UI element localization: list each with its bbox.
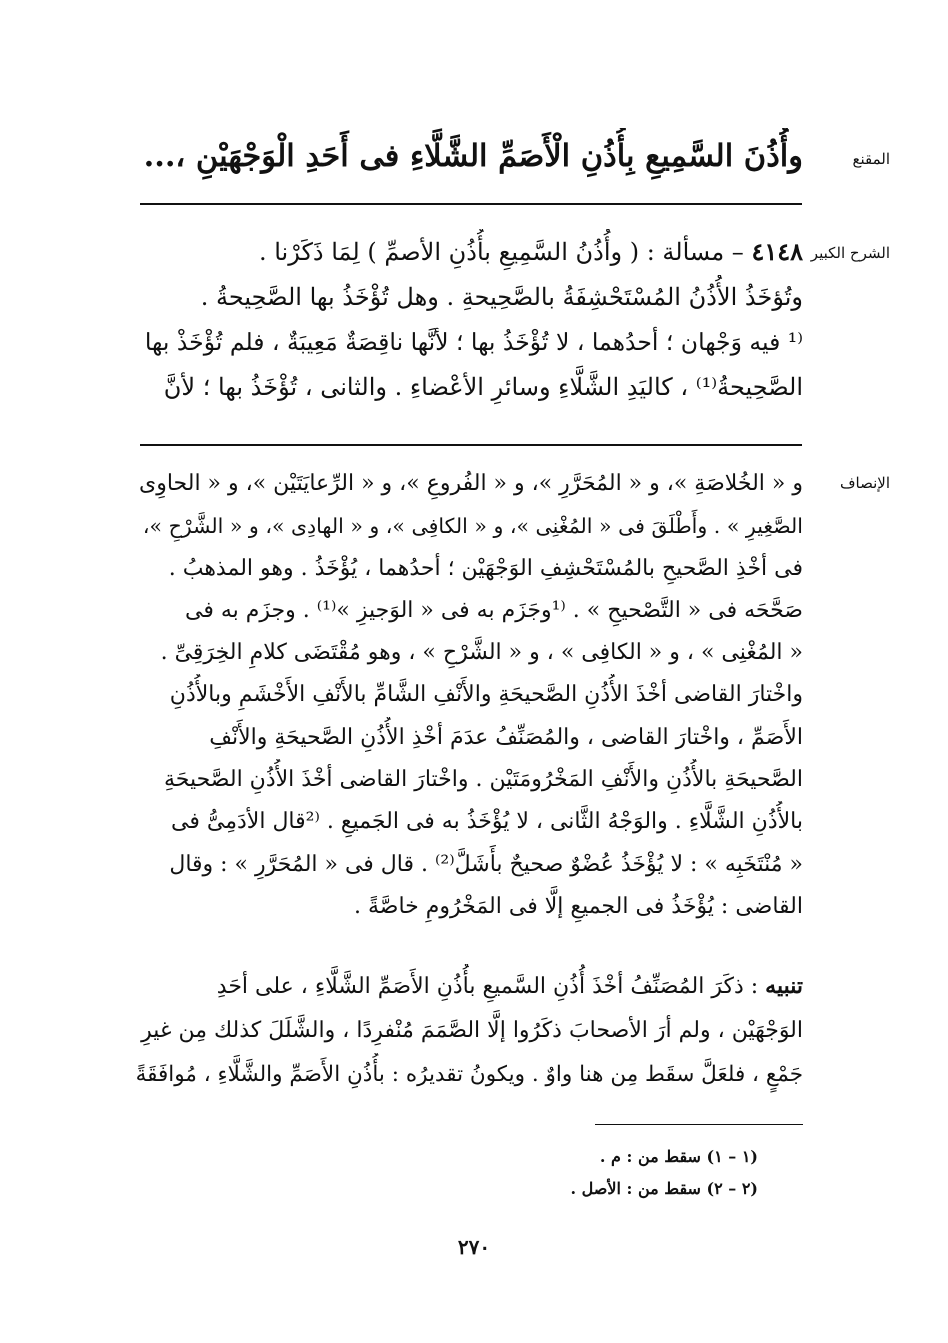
insaf-line: الأَصَمِّ ، واخْتارَ القاضى ، والمُصَنِّفُ عدَمَ أخْذِ الأُذُنِ الصَّحيحَةِ والأَنْفِ <box>209 724 803 750</box>
page-number: ٢٧٠ <box>457 1235 491 1259</box>
insaf-line: « مُنْتَخَبِه » : لا يُؤْخَذُ عُضْوٌ صحيحٌ بأَشَلَّ⁽²⁾ . قال فى « المُحَرَّرِ » : وقال <box>169 851 803 877</box>
muqni-line: وأُذُنَ السَّمِيعِ بِأُذُنِ الْأَصَمِّ الشَّلَّاءِ فى أَحَدِ الْوَجْهَيْنِ ،... <box>143 138 803 174</box>
sharh-line-1 <box>135 229 803 275</box>
sharh-line-1-text: – مسألة : ( وأُذُنُ السَّمِيعِ بأُذُنِ الأصمِّ ) لِمَا ذَكَرْنا . <box>258 238 744 266</box>
issue-number: ٤١٤٨ <box>751 237 803 266</box>
muqni-divider <box>140 203 802 205</box>
muqni-text <box>135 128 803 184</box>
insaf-line: « المُغْنِى » ، و « الكافِى » ، و « الشَّرْحِ » ، وهو مُقْتَضَى كلامِ الخِرَقِىِّ . <box>160 640 803 666</box>
insaf-line: الصَّغِيرِ » . وأَطْلَقَ فى « المُغْنِى »، و « الكافِى »، و « الهادِى »، و « الشَّرْحِ »، <box>142 514 803 539</box>
insaf-line: القاضى : يُؤْخَذُ فى الجميعِ إلَّا فى المَخْرُومِ خاصَّةً . <box>354 893 803 919</box>
sharh-line-2: وتُؤخَذُ الأُذُنُ المُسْتَحْشِفَةُ بالصَّحِيحةِ . وهل تُؤْخَذُ بها الصَّحِيحةُ . <box>200 283 803 311</box>
footnote-1: (١ – ١) سقط من : م . <box>599 1147 758 1166</box>
footnote-divider <box>595 1124 803 1125</box>
insaf-line: واخْتارَ القاضى أخْذَ الأُذُنِ الصَّحيحَةِ والأَنْفِ الشَّامِّ بالأَنْفِ الأَخْشَمِ وبالأُذُنِ <box>169 682 803 708</box>
footnote-2: (٢ – ٢) سقط من : الأصل . <box>570 1179 758 1198</box>
insaf-line: و « الخُلاصَةِ »، و « المُحَرَّرِ »، و « الفُروعِ »، و « الرِّعايَتَيْن »، و « الحاوِى <box>139 471 803 496</box>
sharh-text <box>135 229 803 410</box>
footnotes <box>358 1141 758 1205</box>
sharh-label: الشرح الكبير <box>810 244 890 262</box>
tanbih-line: الوَجْهَيْن ، ولم أرَ الأصحابَ ذكَرُوا إلَّا الصَّمَمَ مُنْفرِدًا ، والشَّلَلَ كذلك مِن غيرِ <box>141 1018 803 1043</box>
insaf-line: بالأُذُنِ الشَّلَّاءِ . والوَجْهُ الثَّانى ، لا يُؤْخَذُ به فى الجَميعِ . ⁽²قال الأدَمِىُّ فى <box>171 809 803 835</box>
sharh-line-4: الصَّحِيحةُ⁽¹⁾ ، كاليَدِ الشَّلَّاءِ وسائرِ الأعْضاءِ . والثانى ، تُؤْخَذُ بها ؛ لأنَّ <box>163 373 803 401</box>
insaf-line: الصَّحيحَةِ بالأُذُنِ والأَنْفِ المَخْرُومَتَيْن . واخْتارَ القاضى أخْذَ الأُذُنِ الصَّحيحَةِ <box>163 767 803 793</box>
tanbih-text <box>135 964 803 1097</box>
muqni-label: المقنع <box>852 150 890 168</box>
insaf-text <box>135 463 803 928</box>
sharh-divider <box>140 444 802 446</box>
tanbih-line: جَمْعٍ ، فلعَلَّ سقَط مِن هنا واوٌ . ويكونُ تقديرُه : بأُذُنِ الأَصَمِّ والشَّلَّاءِ ، مُوافَقَةً <box>135 1062 803 1087</box>
tanbih-line-1-text: : ذكَرَ المُصَنِّفُ أخْذَ أُذُنِ السَّميعِ بأُذُنِ الأَصَمِّ الشَّلَّاءِ ، على أحَدِ <box>216 974 759 999</box>
sharh-line-3: ⁽¹ فيه وَجْهان ؛ أحدُهما ، لا تُؤْخَذُ بها ؛ لأنَّها ناقِصَةٌ مَعِيبَةٌ ، فلم تُؤْخَذْ بها <box>144 328 803 356</box>
insaf-line: فى أخْذِ الصَّحيحِ بالمُسْتَحْشِفِ الوَجْهَيْن ؛ أحدُهما ، يُؤْخَذُ . وهو المذهبُ . <box>168 555 803 581</box>
insaf-line: صَحَّحَه فى « التَّصْحيحِ » . ⁽¹وجَزَم به فى « الوَجيزِ »⁽¹⁾ . وجزَم به فى <box>185 597 803 623</box>
insaf-label: الإنصاف <box>839 474 890 492</box>
tanbih-line-1 <box>135 964 803 1009</box>
tanbih-label: تنبيه <box>765 973 803 999</box>
